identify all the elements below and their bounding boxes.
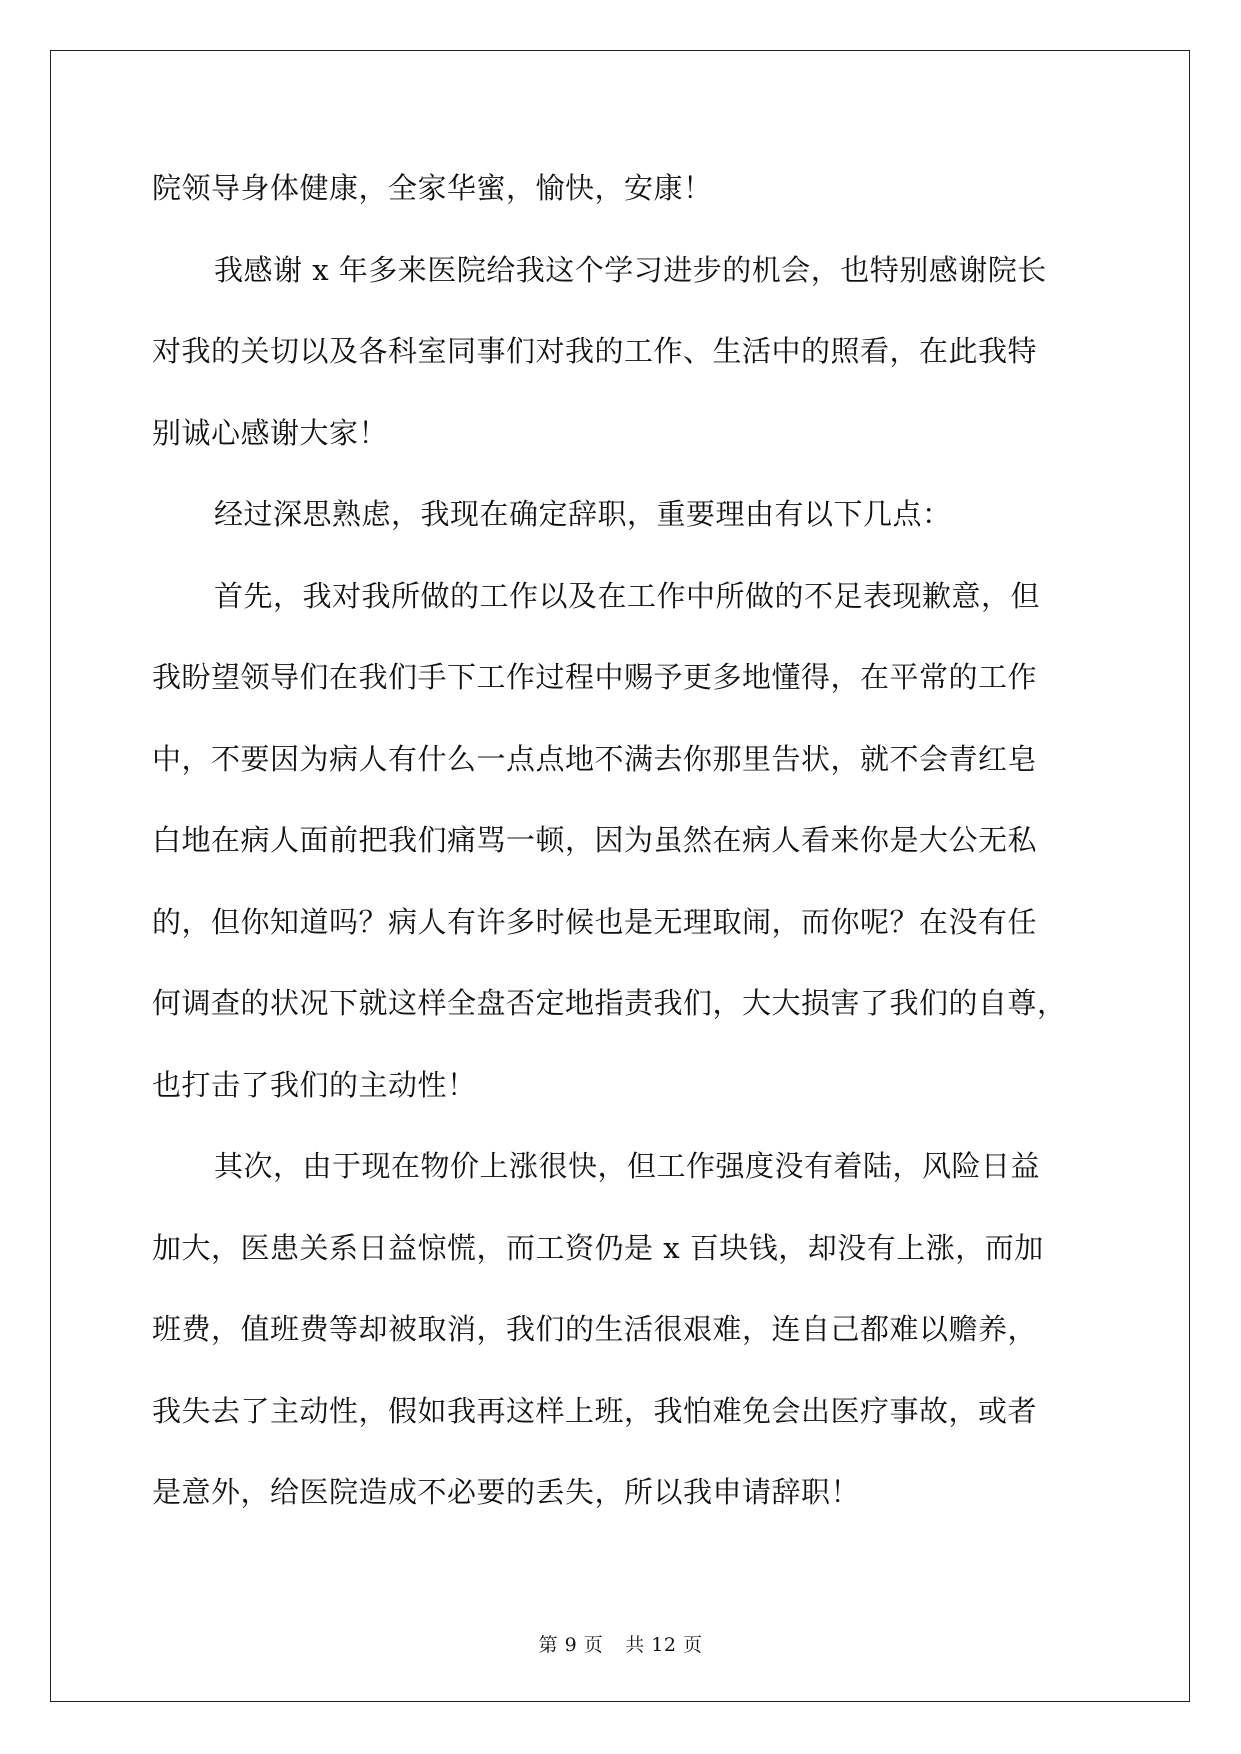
document-body: [152, 148, 1092, 1534]
paragraph-start-line: 我感谢 x 年多来医院给我这个学习进步的机会，也特别感谢院长: [214, 252, 1047, 287]
text-line: 别诚心感谢大家！: [152, 415, 389, 450]
text-line: 也打击了我们的主动性！: [152, 1067, 477, 1102]
text-line: 白地在病人面前把我们痛骂一顿，因为虽然在病人看来你是大公无私: [152, 823, 1038, 857]
page-number: 第 9 页: [538, 1634, 604, 1656]
text-line: 对我的关切以及各科室同事们对我的工作、生活中的照看，在此我特: [152, 334, 1038, 368]
page-footer: [0, 1630, 1241, 1657]
text-line: 我失去了主动性，假如我再这样上班，我怕难免会出医疗事故，或者: [152, 1393, 1038, 1428]
paragraph-start-line: 首先，我对我所做的工作以及在工作中所做的不足表现歉意，但: [214, 578, 1041, 613]
text-line: 是意外，给医院造成不必要的丢失，所以我申请辞职！: [152, 1475, 861, 1509]
text-line: 院领导身体健康，全家华蜜，愉快，安康！: [152, 171, 713, 205]
page-total: 共 12 页: [625, 1634, 703, 1656]
text-line: 的，但你知道吗？病人有许多时候也是无理取闹，而你呢？在没有任: [152, 904, 1038, 939]
text-line: 我盼望领导们在我们手下工作过程中赐予更多地懂得，在平常的工作: [152, 660, 1038, 694]
paragraph-start-line: 其次，由于现在物价上涨很快，但工作强度没有着陆，风险日益: [214, 1149, 1041, 1183]
text-line: 中，不要因为病人有什么一点点地不满去你那里告状，就不会青红皂: [152, 741, 1038, 776]
text-line: 加大，医患关系日益惊慌，而工资仍是 x 百块钱，却没有上涨，而加: [152, 1230, 1044, 1265]
text-line: 何调查的状况下就这样全盘否定地指责我们，大大损害了我们的自尊，: [152, 986, 1067, 1020]
paragraph-start-line: 经过深思熟虑，我现在确定辞职，重要理由有以下几点：: [214, 497, 952, 531]
text-line: 班费，值班费等却被取消，我们的生活很艰难，连自己都难以赡养，: [152, 1312, 1038, 1346]
